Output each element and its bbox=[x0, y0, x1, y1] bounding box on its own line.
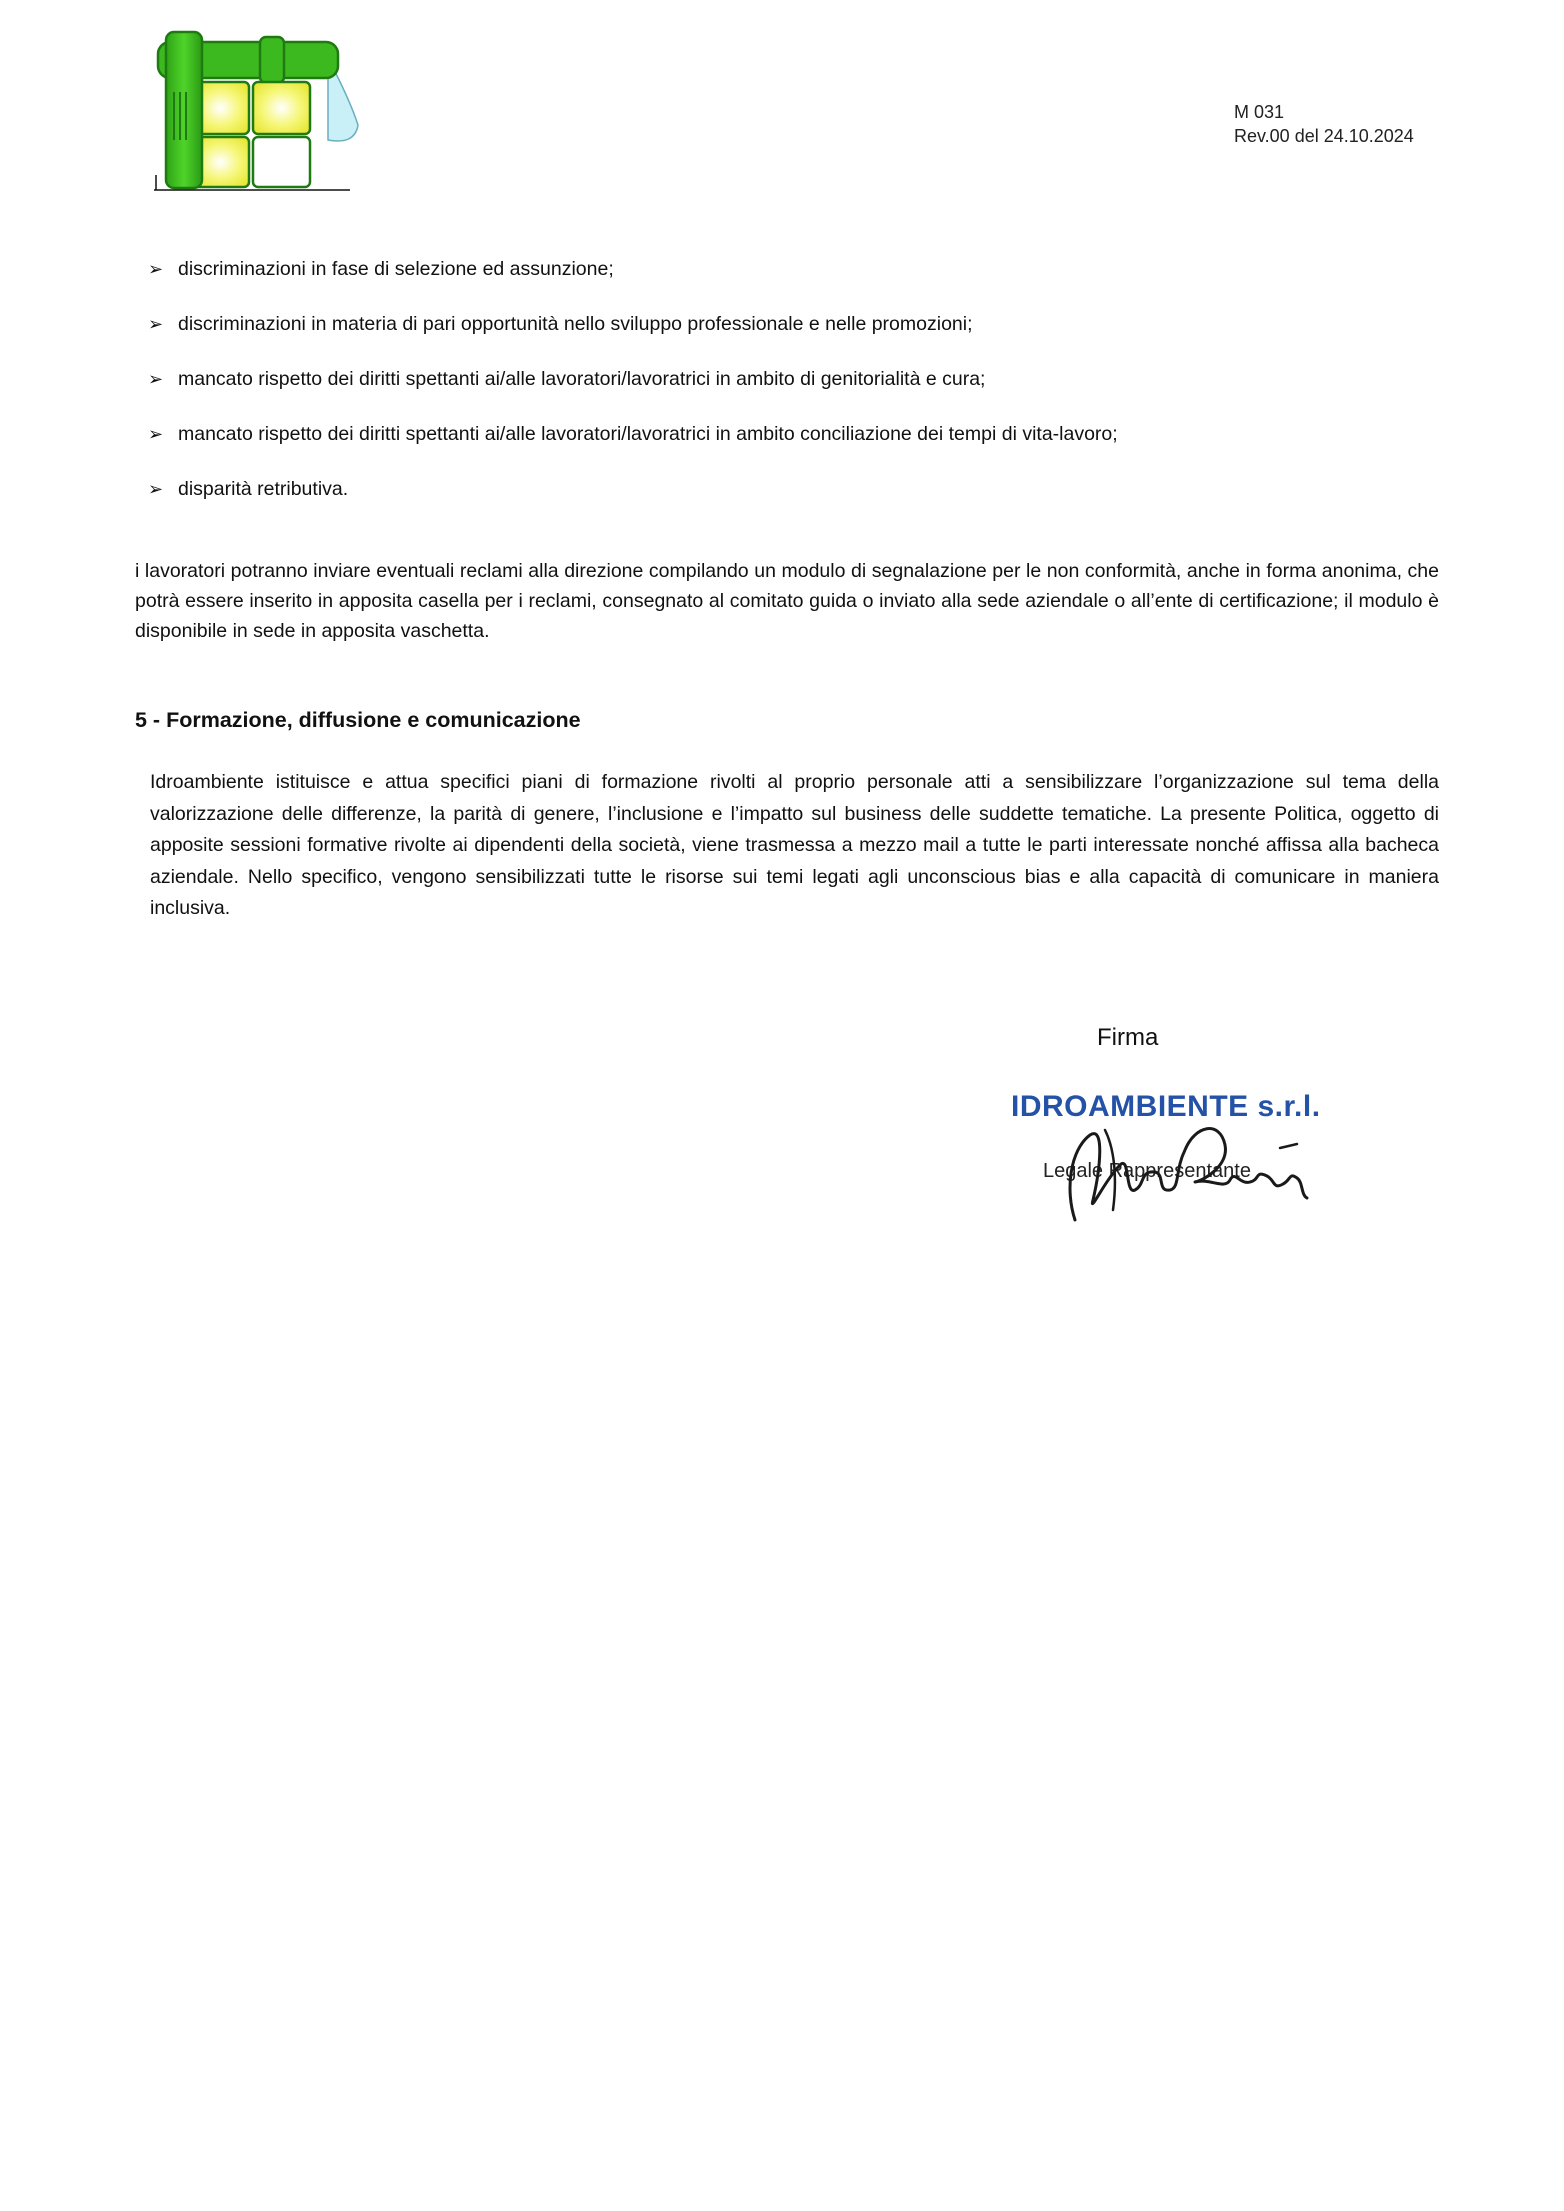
arrow-bullet-icon: ➢ bbox=[148, 314, 164, 334]
signature-label: Firma bbox=[1097, 1024, 1159, 1051]
list-item bbox=[148, 423, 1448, 478]
list-item-text: mancato rispetto dei diritti spettanti ai/alle lavoratori/lavoratrici in ambito conciliazione dei tempi di vita-lavoro; bbox=[178, 423, 1118, 445]
list-item-text: mancato rispetto dei diritti spettanti ai/alle lavoratori/lavoratrici in ambito di genitorialità e cura; bbox=[178, 368, 986, 390]
list-item-text: disparità retributiva. bbox=[178, 478, 349, 500]
company-stamp bbox=[1005, 1090, 1365, 1230]
document-reference bbox=[1234, 100, 1414, 148]
list-item-text: discriminazioni in materia di pari opportunità nello sviluppo professionale e nelle promozioni; bbox=[178, 313, 973, 335]
company-logo bbox=[150, 30, 360, 200]
document-code: M 031 bbox=[1234, 102, 1285, 122]
list-item bbox=[148, 313, 1448, 368]
arrow-bullet-icon: ➢ bbox=[148, 259, 164, 279]
list-item bbox=[148, 478, 1448, 533]
list-item bbox=[148, 258, 1448, 313]
section-body: Idroambiente istituisce e attua specifici piani di formazione rivolti al proprio personale atti a sensibilizzare l’organizzazione sul tema della valorizzazione delle differenze, la parità di genere, l’inclusione e l’impatto sul business delle suddette tematiche. La presente Politica, oggetto di apposite sessioni formative rivolte ai dipendenti della società, viene trasmessa a mezzo mail a tutte le parti interessate nonché affissa alla bacheca aziendale. Nello specifico, vengono sensibilizzati tutte le risorse sui temi legati agli unconscious bias e alla capacità di comunicare in maniera inclusiva. bbox=[150, 771, 1439, 919]
list-item-text: discriminazioni in fase di selezione ed assunzione; bbox=[178, 258, 614, 280]
section-heading: 5 - Formazione, diffusione e comunicazione bbox=[135, 708, 581, 732]
complaints-paragraph: i lavoratori potranno inviare eventuali reclami alla direzione compilando un modulo di segnalazione per le non conformità, anche in forma anonima, che potrà essere inserito in apposita casella per i reclami, consegnato al comitato guida o inviato alla sede aziendale o all’ente di certificazione; il modulo è disponibile in sede in apposita vaschetta. bbox=[135, 560, 1439, 642]
document-revision: Rev.00 del 24.10.2024 bbox=[1234, 126, 1414, 146]
stamp-role: Legale Rappresentante bbox=[1043, 1160, 1251, 1182]
complaint-topics-list bbox=[148, 258, 1448, 533]
stamp-company-name: IDROAMBIENTE s.r.l. bbox=[1011, 1090, 1321, 1123]
list-item bbox=[148, 368, 1448, 423]
arrow-bullet-icon: ➢ bbox=[148, 369, 164, 389]
arrow-bullet-icon: ➢ bbox=[148, 479, 164, 499]
arrow-bullet-icon: ➢ bbox=[148, 424, 164, 444]
handwritten-signature-icon bbox=[1045, 1110, 1315, 1230]
idroambiente-logo-icon bbox=[150, 30, 360, 200]
